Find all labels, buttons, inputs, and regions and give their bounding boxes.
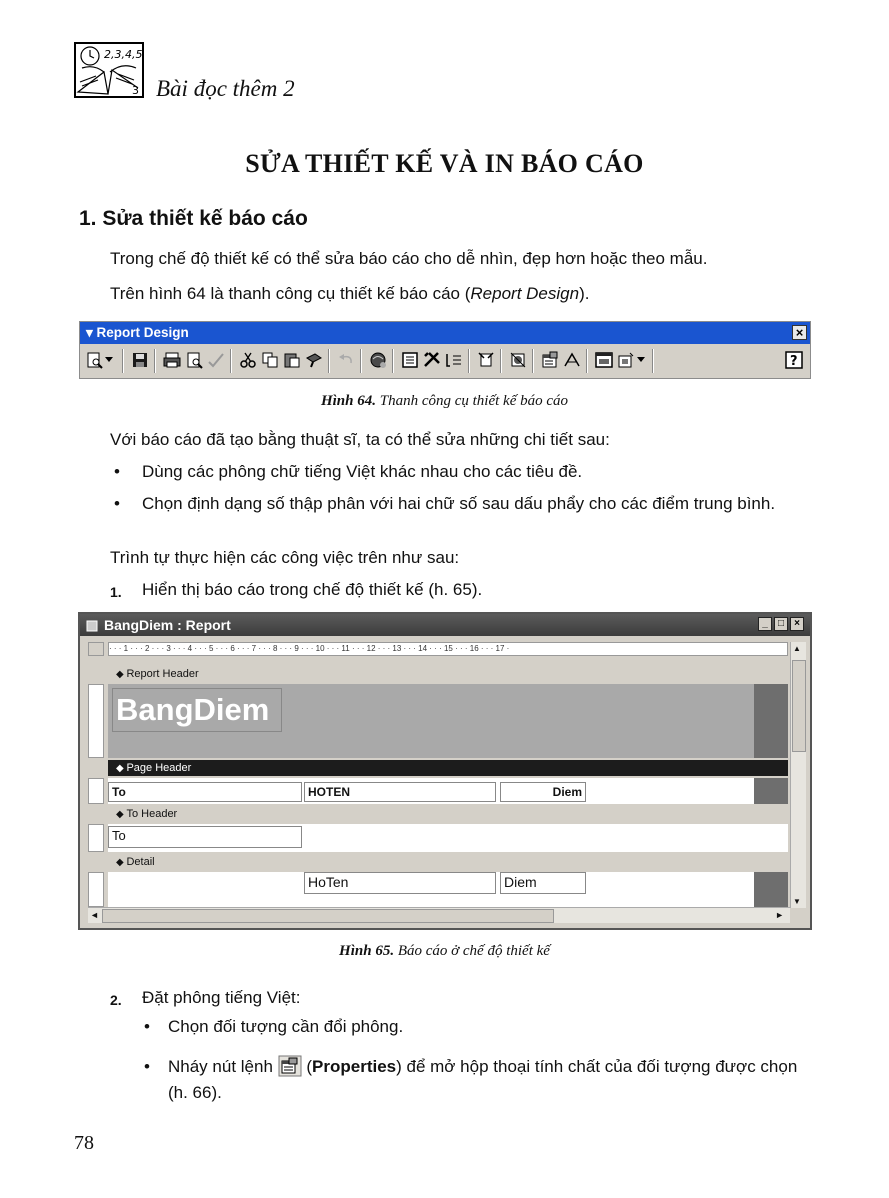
detail-diem-field[interactable]: Diem xyxy=(500,872,586,894)
horizontal-scrollbar[interactable] xyxy=(88,907,790,923)
build-icon[interactable] xyxy=(562,350,582,370)
undo-icon[interactable] xyxy=(336,350,356,370)
bullet-text: Chọn đối tượng cần đổi phông. xyxy=(168,1017,404,1036)
step-text: Đặt phông tiếng Việt: xyxy=(142,988,301,1007)
copy-icon[interactable] xyxy=(260,350,280,370)
hyperlink-icon[interactable] xyxy=(368,350,388,370)
preview-icon[interactable] xyxy=(184,350,204,370)
step-number: 2. xyxy=(110,992,122,1008)
code-icon[interactable] xyxy=(508,350,528,370)
report-design-window xyxy=(78,612,812,930)
to-header-band[interactable]: ◆ To Header xyxy=(108,806,788,822)
paste-icon[interactable] xyxy=(282,350,302,370)
paragraph: Trên hình 64 là thanh công cụ thiết kế báo cáo (Report Design). xyxy=(110,284,590,303)
grid-margin xyxy=(754,684,788,758)
scroll-down-icon[interactable]: ▼ xyxy=(793,897,801,906)
autoformat-icon[interactable] xyxy=(476,350,496,370)
toolbar-close-button[interactable]: × xyxy=(792,325,807,340)
step-number: 1. xyxy=(110,584,122,600)
grid-margin xyxy=(754,778,788,804)
properties-icon xyxy=(278,1055,302,1077)
svg-text:2,3,4,5: 2,3,4,5 xyxy=(104,48,143,61)
svg-text:3: 3 xyxy=(132,84,139,97)
figure-caption: Hình 65. Báo cáo ở chế độ thiết kế xyxy=(339,943,550,959)
bullet-text: Dùng các phông chữ tiếng Việt khác nhau cho các tiêu đề. xyxy=(142,462,583,481)
properties-icon[interactable] xyxy=(540,350,560,370)
to-header-section[interactable] xyxy=(108,824,754,852)
toolbar-buttons xyxy=(82,346,809,376)
reading-logo-icon xyxy=(74,42,144,98)
to-header-to-field[interactable]: To xyxy=(108,826,302,848)
new-object-icon[interactable] xyxy=(616,350,636,370)
print-preview-icon[interactable] xyxy=(84,350,104,370)
spelling-icon[interactable] xyxy=(206,350,226,370)
bullet-dot: • xyxy=(114,494,120,513)
vertical-scrollbar[interactable] xyxy=(790,642,806,908)
page-header-to-label[interactable]: To xyxy=(108,782,302,802)
bullet-dot: • xyxy=(144,1057,150,1076)
page-title: SỬA THIẾT KẾ VÀ IN BÁO CÁO xyxy=(245,149,644,178)
vertical-ruler xyxy=(88,872,104,907)
vertical-ruler xyxy=(88,824,104,852)
report-window-icon xyxy=(86,619,98,631)
paragraph: Với báo cáo đã tạo bằng thuật sĩ, ta có thể sửa những chi tiết sau: xyxy=(110,430,610,449)
step-text: Hiển thị báo cáo trong chế độ thiết kế (h. 65). xyxy=(142,580,483,599)
detail-section[interactable] xyxy=(108,872,754,907)
scroll-thumb[interactable] xyxy=(792,660,806,752)
toolbar-title: ▾ Report Design xyxy=(80,322,810,344)
format-painter-icon[interactable] xyxy=(304,350,324,370)
horizontal-ruler: · · · 1 · · · 2 · · · 3 · · · 4 · · · 5 · · · 6 · · · 7 · · · 8 · · · 9 · · · 10 · · · 11 · · · 12 · · · 13 · · · 14 · · · 15 · · · 16 · · · 17 · xyxy=(108,642,788,656)
field-list-icon[interactable] xyxy=(400,350,420,370)
scroll-thumb[interactable] xyxy=(102,909,554,923)
grid-margin xyxy=(754,824,788,852)
close-button[interactable]: × xyxy=(790,617,804,631)
database-window-icon[interactable] xyxy=(594,350,614,370)
svg-text:?: ? xyxy=(790,354,798,369)
page-header-hoten-label[interactable]: HOTEN xyxy=(304,782,496,802)
figure-caption: Hình 64. Thanh công cụ thiết kế báo cáo xyxy=(320,393,569,409)
vertical-ruler xyxy=(88,778,104,804)
page-header-section[interactable] xyxy=(108,778,754,804)
paragraph: Trình tự thực hiện các công việc trên như sau: xyxy=(110,548,460,567)
bullet-text: Nháy nút lệnh (Properties) để mở hộp thoại tính chất của đối tượng được chọn (h. 66). xyxy=(168,1057,798,1102)
print-icon[interactable] xyxy=(162,350,182,370)
report-header-band[interactable]: ◆ Report Header xyxy=(108,666,788,682)
scroll-left-icon[interactable]: ◄ xyxy=(90,910,99,920)
minimize-button[interactable]: _ xyxy=(758,617,772,631)
grid-margin xyxy=(754,872,788,907)
report-title-label[interactable]: BangDiem xyxy=(112,688,282,732)
scroll-up-icon[interactable]: ▲ xyxy=(793,644,801,653)
report-design-toolbar xyxy=(79,321,811,379)
ruler-corner xyxy=(88,642,104,656)
window-title: BangDiem : Report xyxy=(80,614,810,636)
scroll-right-icon[interactable]: ► xyxy=(775,910,784,920)
page-number: 78 xyxy=(74,1132,94,1154)
detail-hoten-field[interactable]: HoTen xyxy=(304,872,496,894)
paragraph: Trong chế độ thiết kế có thể sửa báo cáo cho dễ nhìn, đẹp hơn hoặc theo mẫu. xyxy=(110,249,708,268)
page-header-diem-label[interactable]: Diem xyxy=(500,782,586,802)
save-icon[interactable] xyxy=(130,350,150,370)
dropdown-arrow-icon[interactable] xyxy=(636,350,646,370)
bullet-text: Chọn định dạng số thập phân với hai chữ số sau dấu phẩy cho các điểm trung bình. xyxy=(142,494,776,513)
vertical-ruler xyxy=(88,684,104,758)
dropdown-arrow-icon[interactable] xyxy=(104,350,114,370)
reading-title: Bài đọc thêm 2 xyxy=(156,76,295,101)
sorting-grouping-icon[interactable] xyxy=(444,350,464,370)
section-heading: 1. Sửa thiết kế báo cáo xyxy=(79,207,308,230)
bullet-dot: • xyxy=(114,462,120,481)
report-header-section[interactable] xyxy=(108,684,754,758)
help-icon[interactable] xyxy=(784,350,804,370)
bullet-dot: • xyxy=(144,1017,150,1036)
detail-band[interactable]: ◆ Detail xyxy=(108,854,788,870)
maximize-button[interactable]: □ xyxy=(774,617,788,631)
toolbox-icon[interactable] xyxy=(422,350,442,370)
cut-icon[interactable] xyxy=(238,350,258,370)
page-header-band[interactable]: ◆ Page Header xyxy=(108,760,788,776)
